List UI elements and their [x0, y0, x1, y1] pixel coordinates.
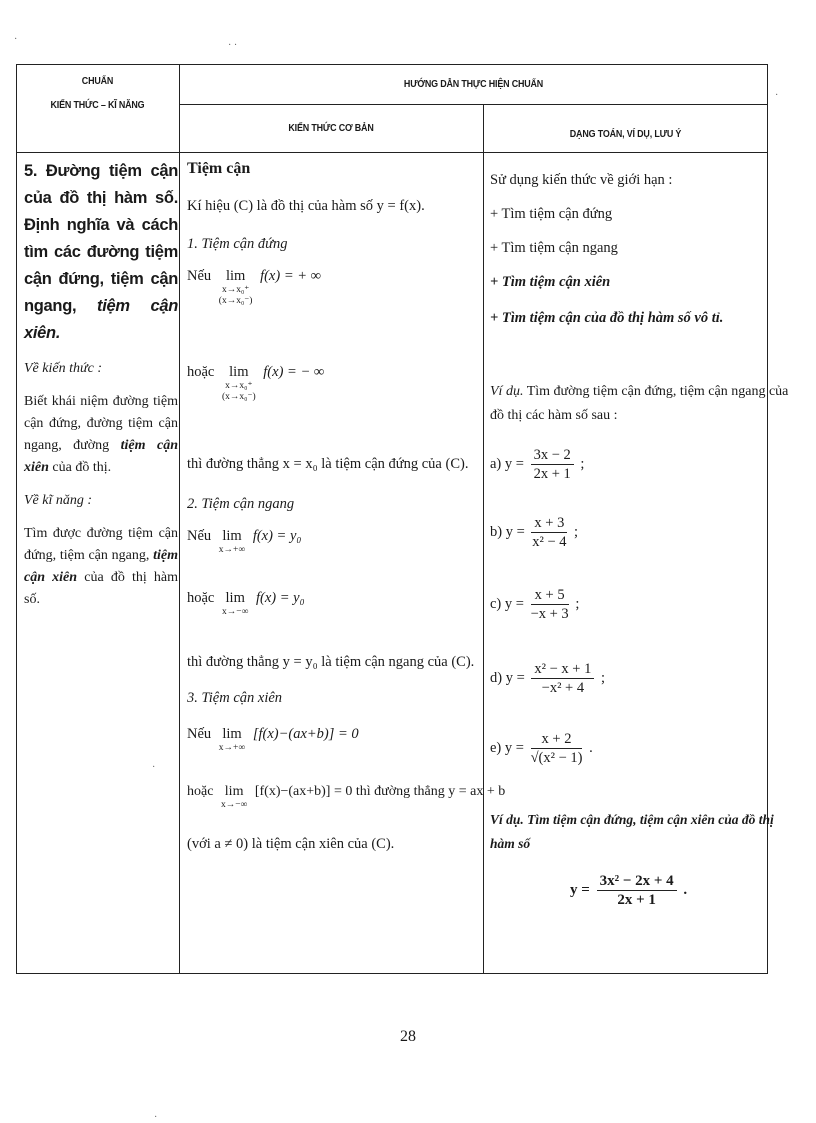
lim-text: lim	[222, 726, 242, 742]
skill-text-part: của đồ thị hàm số.	[24, 570, 179, 607]
example-d	[490, 660, 605, 697]
standard-column	[24, 158, 178, 611]
scan-speck: ·	[14, 34, 18, 45]
method-bullet-horizontal: + Tìm tiệm cận ngang	[490, 240, 618, 256]
column-divider-1	[179, 64, 180, 974]
example-2-prompt-cont: hàm số	[490, 836, 531, 851]
fraction	[531, 730, 583, 767]
limit-expression: f(x) = + ∞	[260, 268, 321, 284]
limit-subscript: x→−∞	[222, 607, 249, 617]
section-heading: Tiệm cận	[187, 160, 251, 177]
or-label: hoặc	[187, 784, 214, 799]
vertical-limit-minus	[187, 364, 324, 403]
numerator: x + 5	[531, 586, 569, 605]
limit-expression: f(x) = − ∞	[263, 364, 325, 380]
horizontal-asymptote-conclusion: thì đường thẳng y = y₀ là tiệm cận ngang của (C).	[187, 654, 475, 670]
vertical-asymptote-conclusion: thì đường thẳng x = x₀ là tiệm cận đứng của (C).	[187, 456, 469, 472]
item-label: a) y =	[490, 455, 524, 472]
horizontal-asymptote-heading: 2. Tiệm cận ngang	[187, 496, 295, 512]
lim-text: lim	[225, 590, 245, 606]
limit-operator	[219, 726, 245, 754]
limit-subscript-alt: (x→x₀⁻)	[222, 392, 256, 402]
item-label: c) y =	[490, 595, 524, 612]
scan-speck: ·	[775, 90, 779, 101]
oblique-limit-plus	[187, 726, 359, 754]
example-text: Tìm đường tiệm cận đứng, tiệm cận ngang của	[526, 384, 789, 399]
skill-text	[24, 523, 178, 611]
lim-text: lim	[224, 784, 244, 799]
separator: ;	[573, 523, 578, 540]
numerator: 3x² − 2x + 4	[597, 872, 677, 891]
lim-text: lim	[222, 528, 242, 544]
separator: ;	[580, 455, 585, 472]
numerator: 3x − 2	[531, 446, 574, 465]
limit-subscript-alt: (x→x₀⁻)	[218, 296, 253, 306]
oblique-asymptote-conclusion: (với a ≠ 0) là tiệm cận xiên của (C).	[187, 836, 395, 852]
skill-heading: Về kĩ năng :	[24, 493, 93, 508]
limit-subscript: x→−∞	[220, 800, 248, 810]
skill-text-part: Tìm được đường tiệm cận đứng, tiệm cận ngang,	[24, 526, 178, 563]
or-label: hoặc	[187, 364, 215, 380]
limit-subscript: x→+∞	[218, 545, 246, 555]
knowledge-text	[24, 391, 178, 479]
knowledge-heading: Về kiến thức :	[24, 361, 102, 376]
if-label: Nếu	[187, 726, 212, 742]
terminator: .	[589, 739, 593, 756]
example-a	[490, 446, 584, 483]
denominator: 2x + 1	[617, 892, 656, 908]
vertical-limit-plus	[187, 268, 321, 307]
method-intro: Sử dụng kiến thức về giới hạn :	[490, 172, 673, 188]
header-col1-line1: CHUẨN	[81, 75, 114, 87]
if-label: Nếu	[187, 268, 212, 284]
example-c	[490, 586, 579, 623]
limit-operator	[222, 590, 248, 618]
header-col1-line2: KIẾN THỨC – KĨ NĂNG	[50, 99, 145, 111]
horizontal-limit-plus	[187, 528, 301, 556]
notation-intro: Kí hiệu (C) là đồ thị của hàm số y = f(x).	[187, 198, 425, 214]
limit-expression: f(x) = y₀	[252, 528, 302, 544]
scan-speck: ·	[152, 762, 156, 773]
limit-expression: [f(x)−(ax+b)] = 0	[252, 726, 359, 742]
oblique-asymptote-heading: 3. Tiệm cận xiên	[187, 690, 283, 706]
numerator: x + 2	[531, 730, 583, 749]
item-label: e) y =	[490, 739, 524, 756]
method-bullet-vertical: + Tìm tiệm cận đứng	[490, 206, 613, 222]
limit-subscript: x→x₀⁺	[221, 285, 250, 295]
separator: ;	[600, 669, 605, 686]
example-1-prompt	[490, 384, 788, 400]
if-label: Nếu	[187, 528, 212, 544]
numerator: x² − x + 1	[531, 660, 594, 679]
limit-operator	[221, 784, 247, 811]
terminator: .	[683, 881, 688, 898]
lim-text: lim	[225, 268, 246, 284]
limit-operator	[219, 268, 253, 307]
numerator: x + 3	[531, 514, 567, 533]
separator: ;	[575, 595, 580, 612]
header-divider-top	[179, 104, 768, 105]
standard-title-emphasis: tiệm cận xiên.	[24, 297, 178, 342]
scan-speck: · ·	[228, 40, 238, 51]
denominator: √(x² − 1)	[530, 750, 583, 766]
method-bullet-irrational: + Tìm tiệm cận của đồ thị hàm số vô tỉ.	[490, 310, 724, 326]
or-label: hoặc	[187, 590, 215, 606]
header-col3: DẠNG TOÁN, VÍ DỤ, LƯU Ý	[569, 128, 682, 140]
knowledge-text-emphasis: tiệm cận xiên	[24, 438, 178, 475]
lim-text: lim	[229, 364, 249, 380]
example-b	[490, 514, 578, 551]
column-divider-2	[483, 104, 484, 974]
fraction	[531, 446, 574, 483]
example-2-function	[570, 872, 687, 909]
standard-title-text: 5. Đường tiệm cận của đồ thị hàm số. Định nghĩa và cách tìm các đường tiệm cận đứng, tiệm cận ngang,	[24, 162, 178, 315]
page-number: 28	[400, 1028, 416, 1045]
item-label: y =	[570, 881, 590, 898]
fraction	[531, 514, 567, 551]
header-divider-bottom	[16, 152, 768, 153]
denominator: −x + 3	[530, 606, 569, 622]
knowledge-text-part: Biết khái niệm đường tiệm cận đứng, đường tiệm cận ngang, đường	[24, 394, 178, 453]
scan-speck: ·	[154, 1112, 158, 1123]
limit-operator	[219, 528, 245, 556]
example-e	[490, 730, 593, 767]
item-label: b) y =	[490, 523, 525, 540]
denominator: −x² + 4	[541, 680, 585, 696]
example-2-prompt: Ví dụ. Tìm tiệm cận đứng, tiệm cận xiên của đồ thị	[490, 812, 774, 827]
standard-title	[24, 158, 178, 347]
oblique-limit-minus	[187, 784, 505, 811]
limit-subscript: x→+∞	[218, 743, 246, 753]
fraction	[531, 660, 594, 697]
denominator: x² − 4	[532, 534, 567, 550]
fraction	[531, 586, 569, 623]
vertical-asymptote-heading: 1. Tiệm cận đứng	[187, 236, 288, 252]
header-col2: KIẾN THỨC CƠ BẢN	[288, 122, 374, 134]
skill-text-emphasis: tiệm cận xiên	[24, 548, 178, 585]
denominator: 2x + 1	[533, 466, 571, 482]
knowledge-text-part: của đồ thị.	[52, 460, 112, 475]
method-bullet-oblique: + Tìm tiệm cận xiên	[490, 274, 611, 290]
example-label: Ví dụ.	[490, 384, 524, 399]
limit-expression: [f(x)−(ax+b)] = 0 thì đường thẳng y = ax + b	[254, 784, 506, 799]
example-1-prompt-cont: đồ thị các hàm số sau :	[490, 408, 618, 423]
limit-subscript: x→x₀⁺	[225, 381, 253, 391]
item-label: d) y =	[490, 669, 525, 686]
limit-expression: f(x) = y₀	[256, 590, 305, 606]
fraction	[597, 872, 677, 909]
limit-operator	[222, 364, 256, 403]
horizontal-limit-minus	[187, 590, 305, 618]
header-top-right: HƯỚNG DẪN THỰC HIỆN CHUẨN	[403, 78, 544, 90]
